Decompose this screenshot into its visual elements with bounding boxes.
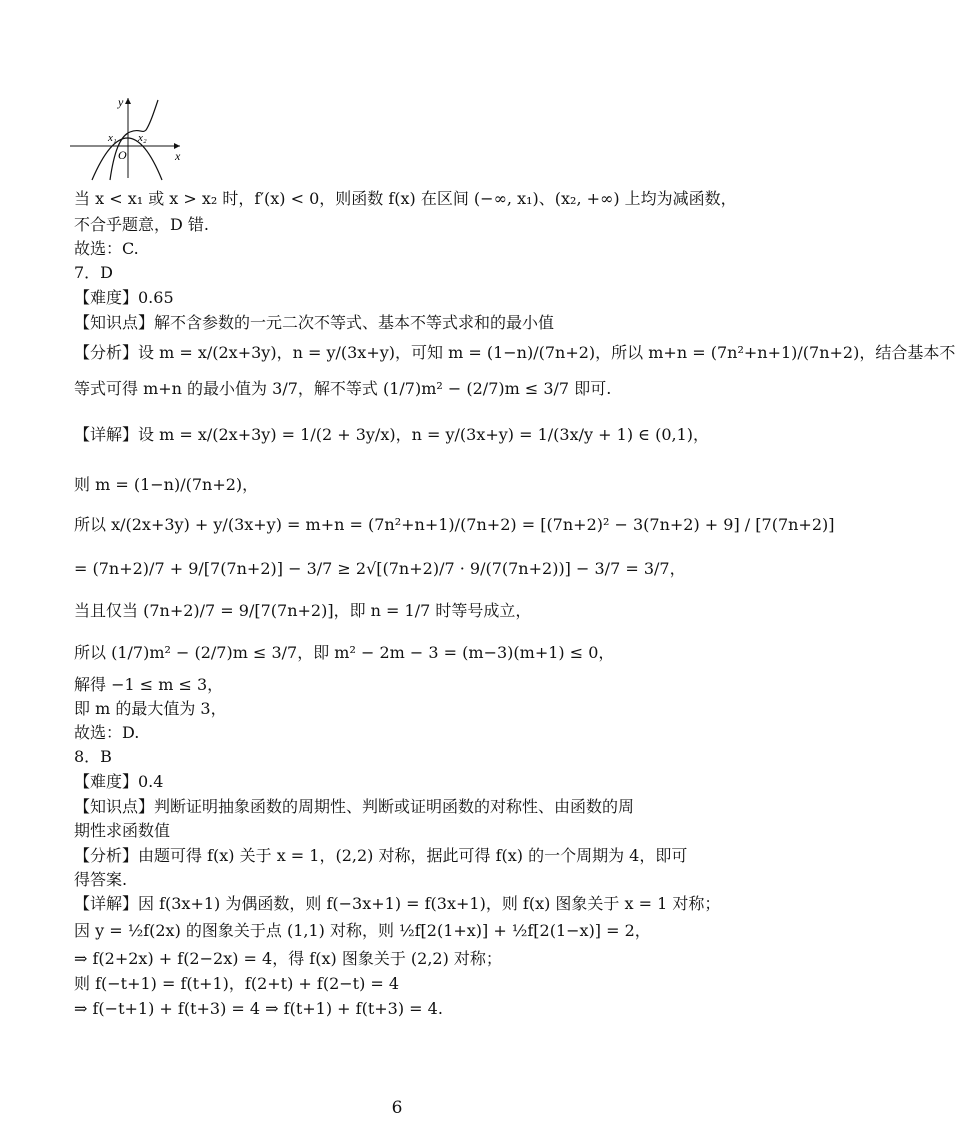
analysis-line: 【分析】由题可得 f(x) 关于 x = 1，(2,2) 对称，据此可得 f(x) 的一个周期为 4，即可: [74, 846, 688, 865]
knowledge-point: 【知识点】解不含参数的一元二次不等式、基本不等式求和的最小值: [74, 313, 555, 332]
x-axis-label: x: [175, 149, 181, 163]
detail-line: 因 y = ½f(2x) 的图象关于点 (1,1) 对称，则 ½f[2(1+x)] + ½f[2(1−x)] = 2，: [74, 921, 651, 940]
y-axis-label: y: [118, 95, 124, 109]
origin-label: O: [118, 148, 127, 162]
analysis-line: 等式可得 m+n 的最小值为 3/7，解不等式 (1/7)m² − (2/7)m ≤ 3/7 即可.: [74, 379, 612, 398]
detail-line: ⇒ f(−t+1) + f(t+3) = 4 ⇒ f(t+1) + f(t+3) = 4.: [74, 999, 443, 1018]
detail-line: 当且仅当 (7n+2)/7 = 9/[7(7n+2)]，即 n = 1/7 时等号成立，: [74, 601, 532, 620]
detail-line: ⇒ f(2+2x) + f(2−2x) = 4，得 f(x) 图象关于 (2,2) 对称；: [74, 949, 502, 968]
derivative-parabola: [92, 138, 162, 180]
analysis-line: 得答案.: [74, 870, 128, 889]
difficulty: 【难度】0.65: [74, 288, 174, 307]
text-line: 故选：C.: [74, 239, 139, 258]
analysis-line: 【分析】设 m = x/(2x+3y)，n = y/(3x+y)，可知 m = (1−n)/(7n+2)，所以 m+n = (7n²+n+1)/(7n+2)，结合基本不: [74, 343, 955, 362]
detail-line: 解得 −1 ≤ m ≤ 3，: [74, 675, 224, 694]
text-line: 当 x < x₁ 或 x > x₂ 时，f′(x) < 0，则函数 f(x) 在区间 (−∞, x₁)、(x₂, +∞) 上均为减函数，: [74, 189, 737, 208]
text-line: 不合乎题意，D 错.: [74, 215, 210, 234]
page-number: 6: [391, 1098, 403, 1118]
x2-label: x₂: [138, 132, 147, 144]
detail-line: = (7n+2)/7 + 9/[7(7n+2)] − 3/7 ≥ 2√[(7n+2)/7 · 9/(7(7n+2))] − 3/7 = 3/7，: [74, 559, 686, 578]
question-number: 7．D: [74, 263, 114, 282]
detail-line: 【详解】因 f(3x+1) 为偶函数，则 f(−3x+1) = f(3x+1)，则 f(x) 图象关于 x = 1 对称；: [74, 894, 721, 913]
detail-line: 故选：D.: [74, 723, 140, 742]
detail-line: 所以 (1/7)m² − (2/7)m ≤ 3/7，即 m² − 2m − 3 = (m−3)(m+1) ≤ 0，: [74, 643, 615, 662]
detail-line: 即 m 的最大值为 3，: [74, 699, 227, 718]
function-graph-figure: [70, 92, 190, 182]
y-axis-arrow: [125, 98, 131, 104]
difficulty: 【难度】0.4: [74, 772, 164, 791]
detail-line: 所以 x/(2x+3y) + y/(3x+y) = m+n = (7n²+n+1)/(7n+2) = [(7n+2)² − 3(7n+2) + 9] / [7(7n+2)]: [74, 515, 835, 534]
question-number: 8．B: [74, 747, 112, 766]
knowledge-point: 【知识点】判断证明抽象函数的周期性、判断或证明函数的对称性、由函数的周: [74, 797, 635, 816]
knowledge-point-cont: 期性求函数值: [74, 821, 171, 840]
detail-line: 则 f(−t+1) = f(t+1)，f(2+t) + f(2−t) = 4: [74, 974, 400, 993]
detail-line: 【详解】设 m = x/(2x+3y) = 1/(2 + 3y/x)，n = y/(3x+y) = 1/(3x/y + 1) ∈ (0,1)，: [74, 425, 710, 444]
detail-line: 则 m = (1−n)/(7n+2)，: [74, 475, 259, 494]
x1-label: x₁: [108, 132, 117, 144]
